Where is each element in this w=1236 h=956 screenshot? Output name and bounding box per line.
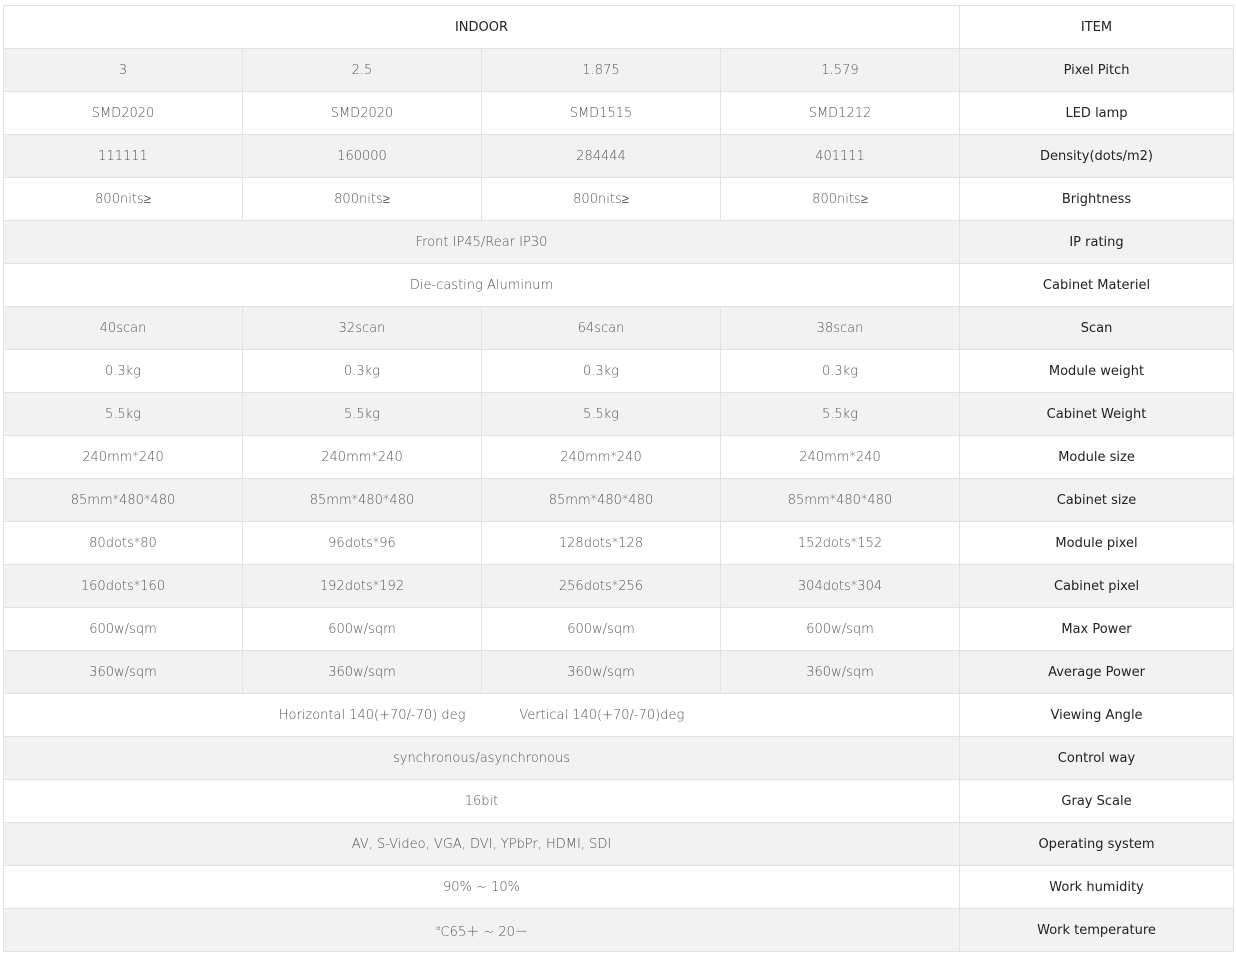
value-cell: 111111 — [4, 135, 243, 178]
value-cell: 304dots*304 — [721, 565, 960, 608]
item-label-cell: Operating system — [960, 823, 1234, 866]
table-row — [4, 221, 1234, 264]
value-cell: 0.3kg — [721, 350, 960, 393]
merged-value-cell — [4, 694, 960, 737]
item-label-cell: Cabinet Materiel — [960, 264, 1234, 307]
value-cell: 0.3kg — [482, 350, 721, 393]
value-cell: 360w/sqm — [4, 651, 243, 694]
value-cell: 152dots*152 — [721, 522, 960, 565]
item-label-cell: Brightness — [960, 178, 1234, 221]
value-cell: SMD2020 — [243, 92, 482, 135]
value-cell: 3 — [4, 49, 243, 92]
value-cell: 160dots*160 — [4, 565, 243, 608]
item-label-cell: Work temperature — [960, 909, 1234, 952]
merged-value-cell: 90% ~ 10% — [4, 866, 960, 909]
value-cell: SMD2020 — [4, 92, 243, 135]
merged-value-cell: Front IP45/Rear IP30 — [4, 221, 960, 264]
value-cell: 5.5kg — [482, 393, 721, 436]
table-row — [4, 651, 1234, 694]
table-row — [4, 866, 1234, 909]
value-cell: 32scan — [243, 307, 482, 350]
table-row — [4, 608, 1234, 651]
spec-table-container — [3, 5, 1234, 952]
item-label-cell: Density(dots/m2) — [960, 135, 1234, 178]
table-row — [4, 436, 1234, 479]
table-row — [4, 737, 1234, 780]
value-cell: 600w/sqm — [243, 608, 482, 651]
value-cell: 128dots*128 — [482, 522, 721, 565]
item-header: ITEM — [960, 6, 1234, 49]
value-cell: 240mm*240 — [243, 436, 482, 479]
value-cell: 240mm*240 — [4, 436, 243, 479]
table-row — [4, 178, 1234, 221]
value-cell: 240mm*240 — [482, 436, 721, 479]
value-cell: 38scan — [721, 307, 960, 350]
merged-value-cell: AV, S-Video, VGA, DVI, YPbPr, HDMI, SDI — [4, 823, 960, 866]
item-label-cell: Work humidity — [960, 866, 1234, 909]
value-cell: 5.5kg — [721, 393, 960, 436]
value-cell: 0.3kg — [4, 350, 243, 393]
item-label-cell: Pixel Pitch — [960, 49, 1234, 92]
value-cell: 401111 — [721, 135, 960, 178]
item-label-cell: Module size — [960, 436, 1234, 479]
value-cell: 800nits≥ — [4, 178, 243, 221]
indoor-header: INDOOR — [4, 6, 960, 49]
merged-value-cell: 16bit — [4, 780, 960, 823]
value-part: Vertical 140(+70/-70)deg — [519, 707, 685, 723]
table-row — [4, 92, 1234, 135]
value-cell: 240mm*240 — [721, 436, 960, 479]
item-label-cell: IP rating — [960, 221, 1234, 264]
value-cell: 600w/sqm — [4, 608, 243, 651]
table-row — [4, 780, 1234, 823]
value-cell: 1.875 — [482, 49, 721, 92]
table-row — [4, 307, 1234, 350]
value-cell: 96dots*96 — [243, 522, 482, 565]
table-row — [4, 823, 1234, 866]
value-cell: 85mm*480*480 — [4, 479, 243, 522]
value-cell: 800nits≥ — [721, 178, 960, 221]
item-label-cell: Scan — [960, 307, 1234, 350]
value-cell: 5.5kg — [4, 393, 243, 436]
value-cell: 85mm*480*480 — [721, 479, 960, 522]
item-label-cell: Module pixel — [960, 522, 1234, 565]
value-cell: 360w/sqm — [243, 651, 482, 694]
merged-value-cell: synchronous/asynchronous — [4, 737, 960, 780]
value-cell: 5.5kg — [243, 393, 482, 436]
table-row — [4, 909, 1234, 952]
value-cell: 800nits≥ — [482, 178, 721, 221]
value-cell: 2.5 — [243, 49, 482, 92]
item-label-cell: Cabinet Weight — [960, 393, 1234, 436]
item-label-cell: LED lamp — [960, 92, 1234, 135]
value-cell: 256dots*256 — [482, 565, 721, 608]
table-row — [4, 479, 1234, 522]
value-cell: 284444 — [482, 135, 721, 178]
item-label-cell: Cabinet size — [960, 479, 1234, 522]
value-cell: 160000 — [243, 135, 482, 178]
item-label-cell: Viewing Angle — [960, 694, 1234, 737]
table-row — [4, 350, 1234, 393]
value-cell: 40scan — [4, 307, 243, 350]
spec-table — [3, 5, 1234, 952]
item-label-cell: Control way — [960, 737, 1234, 780]
table-row — [4, 135, 1234, 178]
value-cell: 85mm*480*480 — [243, 479, 482, 522]
item-label-cell: Average Power — [960, 651, 1234, 694]
table-row — [4, 694, 1234, 737]
value-cell: 85mm*480*480 — [482, 479, 721, 522]
item-label-cell: Cabinet pixel — [960, 565, 1234, 608]
merged-value-cell: ℃65＋ ~ 20－ — [4, 909, 960, 952]
item-label-cell: Gray Scale — [960, 780, 1234, 823]
value-cell: 192dots*192 — [243, 565, 482, 608]
value-cell: 360w/sqm — [721, 651, 960, 694]
value-cell: 80dots*80 — [4, 522, 243, 565]
value-cell: 0.3kg — [243, 350, 482, 393]
value-part: Horizontal 140(+70/-70) deg — [278, 707, 466, 723]
value-cell: 360w/sqm — [482, 651, 721, 694]
header-row — [4, 6, 1234, 49]
table-row — [4, 565, 1234, 608]
value-cell: 800nits≥ — [243, 178, 482, 221]
item-label-cell: Module weight — [960, 350, 1234, 393]
value-cell: SMD1515 — [482, 92, 721, 135]
table-row — [4, 264, 1234, 307]
value-cell: 64scan — [482, 307, 721, 350]
merged-value-cell: Die-casting Aluminum — [4, 264, 960, 307]
table-row — [4, 49, 1234, 92]
table-row — [4, 522, 1234, 565]
item-label-cell: Max Power — [960, 608, 1234, 651]
value-cell: SMD1212 — [721, 92, 960, 135]
table-row — [4, 393, 1234, 436]
value-cell: 600w/sqm — [482, 608, 721, 651]
value-cell: 1.579 — [721, 49, 960, 92]
value-cell: 600w/sqm — [721, 608, 960, 651]
